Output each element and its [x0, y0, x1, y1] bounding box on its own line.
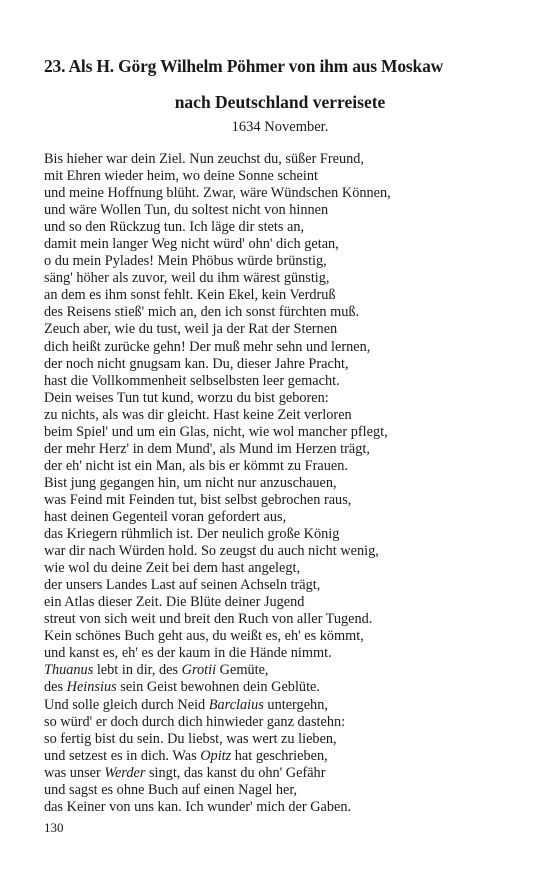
poem-line: mit Ehren wieder heim, wo deine Sonne scheint — [44, 168, 318, 185]
poem-name-italic: Heinsius — [66, 679, 117, 696]
poem-line: so würd' er doch durch dich hinwieder ganz dastehn: — [44, 713, 346, 730]
poem-line: Bist jung gegangen hin, um nicht nur anzuschauen, — [44, 474, 337, 491]
poem-title-line-1: 23. Als H. Görg Wilhelm Pöhmer von ihm aus Moskaw — [44, 56, 444, 76]
poem-line: des Reisens stieß' mich an, den ich sonst fürchten muß. — [44, 304, 360, 321]
poem-line: das Keiner von uns kan. Ich wunder' mich der Gaben. — [44, 798, 352, 815]
poem-line: der eh' nicht ist ein Man, als bis er kömmt zu Frauen. — [44, 457, 348, 474]
poem-name-italic: Grotii — [181, 662, 217, 679]
poem-line: Dein weises Tun tut kund, worzu du bist geboren: — [44, 389, 329, 406]
poem-line: damit mein langer Weg nicht würd' ohn' dich getan, — [44, 236, 339, 253]
poem-line: zu nichts, als was dir gleicht. Hast keine Zeit verloren — [44, 406, 352, 423]
poem-line: Kein schönes Buch geht aus, du weißt es, eh' es kömmt, — [44, 628, 364, 645]
poem-line: Bis hieher war dein Ziel. Nun zeuchst du, süßer Freund, — [44, 151, 365, 167]
poem-line: wie wol du deine Zeit bei dem hast angelegt, — [44, 560, 301, 577]
poem-line: Zeuch aber, wie du tust, weil ja der Rat der Sternen — [44, 321, 338, 338]
poem-line: so fertig bist du sein. Du liebst, was wert zu lieben, — [44, 730, 337, 747]
poem-line: ein Atlas dieser Zeit. Die Blüte deiner Jugend — [44, 594, 305, 611]
poem-line: und sagst es ohne Buch auf einen Nagel her, — [44, 781, 298, 798]
poem-name-italic: Werder — [104, 764, 146, 781]
poem-line: der mehr Herz' in dem Mund', als Mund im Herzen trägt, — [44, 440, 370, 457]
poem-line: und wäre Wollen Tun, du soltest nicht von hinnen — [44, 202, 329, 219]
poem-name-italic: Barclaius — [208, 696, 264, 713]
poem-body — [44, 151, 524, 816]
poem-line: des Heinsius sein Geist bewohnen dein Geblüte. — [44, 679, 320, 696]
poem-line: der unsers Landes Last auf seinen Achseln trägt, — [44, 577, 321, 594]
poem-line: und so den Rückzug tun. Ich läge dir stets an, — [44, 219, 305, 236]
poem-line: beim Spiel' und um ein Glas, nicht, wie wol mancher pflegt, — [44, 423, 388, 440]
poem-line: und meine Hoffnung blüht. Zwar, wäre Wündschen Können, — [44, 185, 391, 202]
poem-line: o du mein Pylades! Mein Phöbus würde brünstig, — [44, 253, 327, 270]
poem-line: hast deinen Gegenteil voran gefordert aus, — [44, 508, 287, 525]
poem-line: säng' höher als zuvor, weil du ihm wärest günstig, — [44, 270, 330, 287]
poem-name-italic: Thuanus — [44, 662, 94, 679]
poem-line: Und solle gleich durch Neid Barclaius untergehn, — [44, 696, 328, 713]
poem-line: und setzest es in dich. Was Opitz hat geschrieben, — [44, 747, 328, 764]
poem-date: 1634 November. — [231, 119, 329, 135]
poem-line: der noch nicht gnugsam kan. Du, dieser Jahre Pracht, — [44, 355, 349, 372]
poem-line: war dir nach Würden hold. So zeugst du auch nicht wenig, — [44, 543, 379, 560]
poem-title-line-2: nach Deutschland verreisete — [174, 92, 386, 112]
poem-line: das Kriegern rühmlich ist. Der neulich große König — [44, 526, 340, 543]
poem-line: streut von sich weit und breit den Ruch von aller Tugend. — [44, 611, 373, 628]
poem-line: an dem es ihm sonst fehlt. Kein Ekel, kein Verdruß — [44, 287, 336, 304]
page-number: 130 — [44, 820, 64, 835]
poem-line: hast die Vollkommenheit selbselbsten leer gemacht. — [44, 372, 340, 389]
poem-line: Thuanus lebt in dir, des Grotii Gemüte, — [44, 662, 269, 679]
poem-line: was Feind mit Feinden tut, bist selbst gebrochen raus, — [44, 491, 352, 508]
poem-line: und kanst es, eh' es der kaum in die Hände nimmt. — [44, 645, 332, 662]
poem-name-italic: Opitz — [200, 747, 232, 764]
poem-line: dich heißt zurücke gehn! Der muß mehr sehn und lernen, — [44, 338, 371, 355]
poem-line: was unser Werder singt, das kanst du ohn' Gefähr — [44, 764, 326, 781]
